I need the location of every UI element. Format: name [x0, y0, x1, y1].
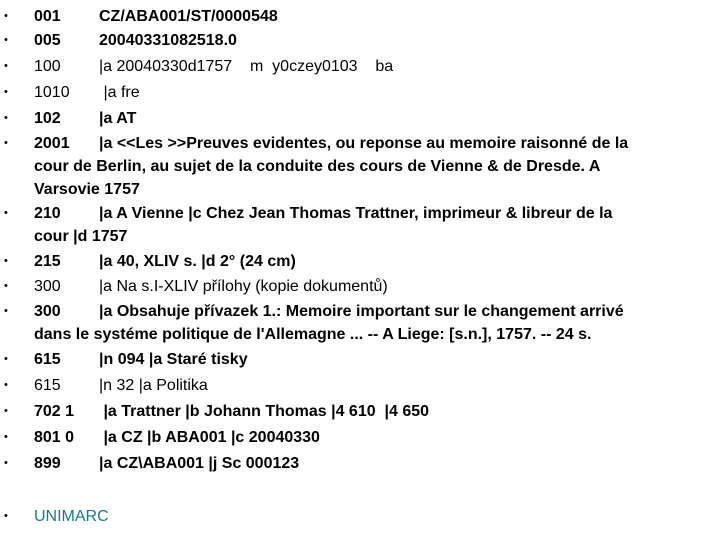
- field-tag: 005: [34, 32, 61, 49]
- format-label: UNIMARC: [34, 508, 109, 525]
- bullet-icon: •: [4, 431, 8, 443]
- bullet-icon: •: [4, 207, 8, 219]
- field-tag: 702 1: [34, 403, 75, 420]
- field-tag: 1010: [34, 84, 70, 101]
- bullet-icon: •: [4, 510, 8, 522]
- field-value: |n 32 |a Politika: [99, 377, 208, 394]
- field-value: |a CZ |b ABA001 |c 20040330: [99, 429, 320, 446]
- field-value-continuation: Varsovie 1757: [34, 181, 140, 198]
- field-value: 20040331082518.0: [99, 32, 237, 49]
- field-value: |a Na s.I-XLIV přílohy (kopie dokumentů): [99, 278, 388, 295]
- field-value-continuation: cour |d 1757: [34, 228, 128, 245]
- bullet-icon: •: [4, 137, 8, 149]
- bullet-icon: •: [4, 60, 8, 72]
- field-tag: 2001: [34, 135, 70, 152]
- bullet-icon: •: [4, 405, 8, 417]
- field-tag: 899: [34, 455, 61, 472]
- field-value: |a CZ\ABA001 |j Sc 000123: [99, 455, 300, 472]
- field-value: |a Trattner |b Johann Thomas |4 610 |4 650: [99, 403, 430, 420]
- field-tag: 300: [34, 303, 61, 320]
- field-tag: 210: [34, 205, 61, 222]
- field-value: |a 40, XLIV s. |d 2° (24 cm): [99, 253, 296, 270]
- bullet-icon: •: [4, 255, 8, 267]
- field-value: |a 20040330d1757 m y0czey0103 ba: [99, 58, 394, 75]
- field-value: |a A Vienne |c Chez Jean Thomas Trattner, imprimeur & libreur de la: [99, 205, 613, 222]
- field-tag: 100: [34, 58, 61, 75]
- field-tag: 102: [34, 110, 61, 127]
- bullet-icon: •: [4, 353, 8, 365]
- field-value: |a <<Les >>Preuves evidentes, ou reponse au memoire raisonné de la: [99, 135, 629, 152]
- field-value-continuation: dans le systéme politique de l'Allemagne ... -- A Liege: [s.n.], 1757. -- 24 s.: [34, 326, 592, 343]
- bullet-icon: •: [4, 280, 8, 292]
- field-value: |a AT: [99, 110, 137, 127]
- bullet-icon: •: [4, 86, 8, 98]
- bullet-icon: •: [4, 379, 8, 391]
- field-value: |a fre: [99, 84, 140, 101]
- field-tag: 615: [34, 351, 61, 368]
- field-value: CZ/ABA001/ST/0000548: [99, 8, 278, 25]
- field-tag: 801 0: [34, 429, 75, 446]
- field-tag: 001: [34, 8, 61, 25]
- field-value-continuation: cour de Berlin, au sujet de la conduite des cours de Vienne & de Dresde. A: [34, 158, 601, 175]
- bullet-icon: •: [4, 305, 8, 317]
- field-value: |n 094 |a Staré tisky: [99, 351, 248, 368]
- field-tag: 615: [34, 377, 61, 394]
- field-tag: 300: [34, 278, 61, 295]
- bullet-icon: •: [4, 112, 8, 124]
- field-tag: 215: [34, 253, 61, 270]
- bullet-icon: •: [4, 457, 8, 469]
- bullet-icon: •: [4, 10, 8, 22]
- field-value: |a Obsahuje přívazek 1.: Memoire important sur le changement arrivé: [99, 303, 624, 320]
- bullet-icon: •: [4, 34, 8, 46]
